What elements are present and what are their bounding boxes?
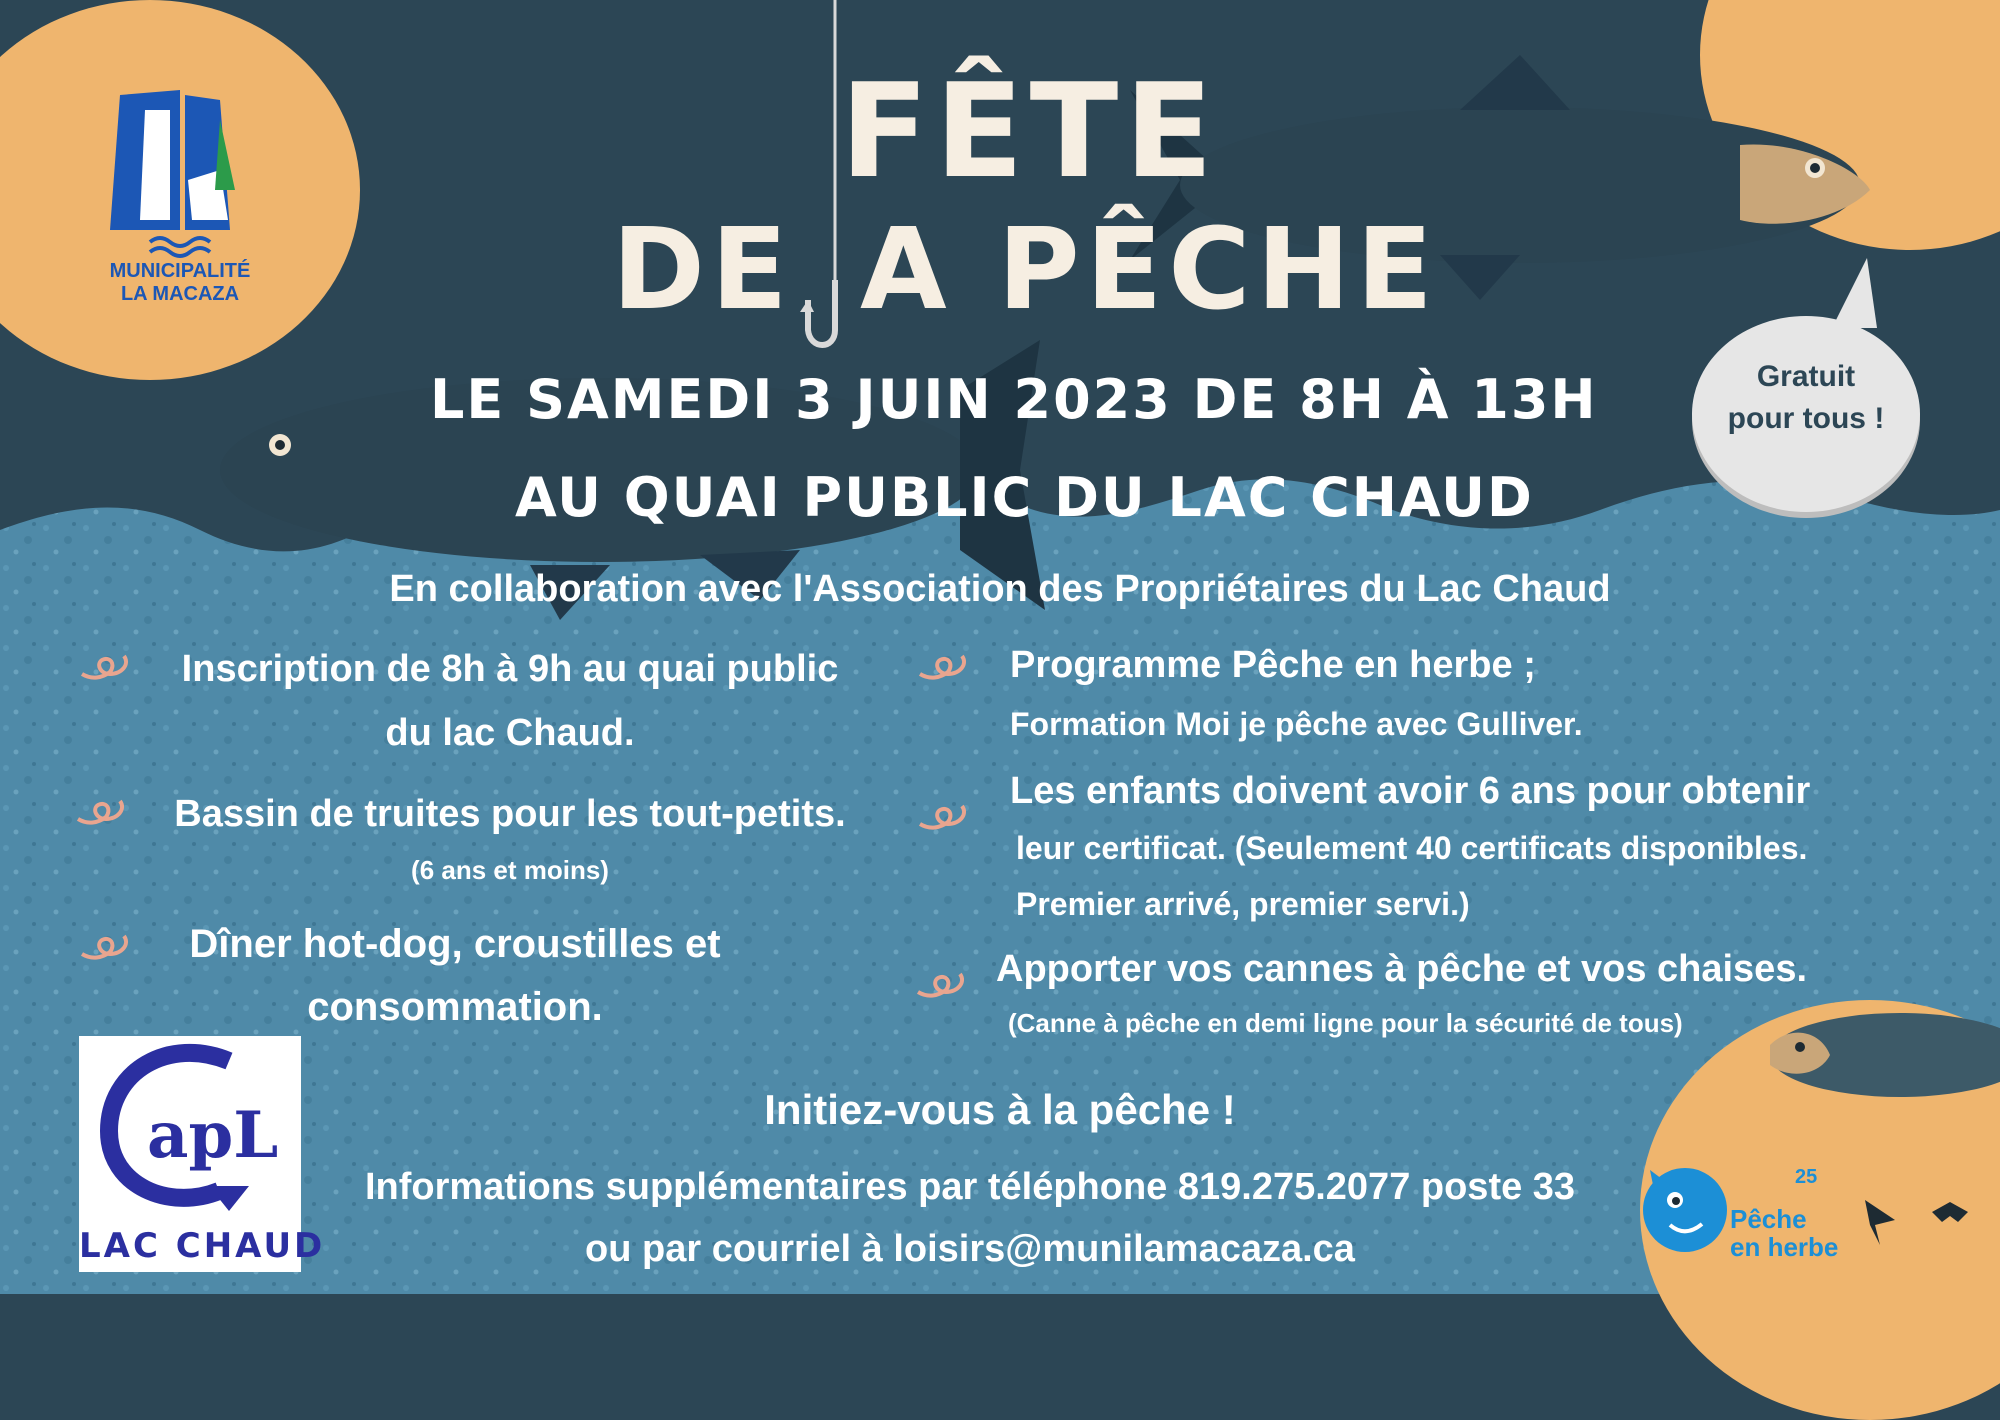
worm-icon (918, 650, 972, 690)
free-badge-line2: pour tous ! (1727, 402, 1885, 435)
worm-icon (76, 795, 130, 835)
bird-logo-icon (1860, 1190, 1900, 1250)
title-line1: FÊTE (840, 55, 1220, 207)
worm-icon (918, 800, 972, 840)
right-item-2-line2: leur certificat. (Seulement 40 certificats disponibles. (1016, 830, 1808, 866)
date-line: LE SAMEDI 3 JUIN 2023 DE 8H À 13H (430, 368, 1598, 431)
right-item-3-line2: (Canne à pêche en demi ligne pour la sécurité de tous) (1008, 1008, 1683, 1038)
apl-logo-sub: LAC CHAUD (79, 1226, 326, 1266)
left-item-2-line1: Bassin de truites pour les tout-petits. (174, 793, 846, 835)
left-item-1-line2: du lac Chaud. (385, 712, 635, 754)
right-item-3-line1: Apporter vos cannes à pêche et vos chaises. (996, 948, 1808, 990)
peche-logo-number: 25 (1795, 1166, 1818, 1188)
info-line2: ou par courriel à loisirs@munilamacaza.ca (585, 1228, 1355, 1270)
worm-icon (80, 650, 134, 690)
municipality-emblem-icon (70, 70, 290, 260)
worm-icon (916, 968, 970, 1008)
fish-bottom-right-icon (1760, 985, 2000, 1115)
municipality-name-line2: LA MACAZA (120, 283, 240, 305)
peche-logo-line2: en herbe (1730, 1232, 1839, 1262)
municipality-name-line1: MUNICIPALITÉ (109, 260, 251, 282)
left-item-2-line2: (6 ans et moins) (411, 855, 609, 885)
apl-logo-name: apL (147, 1098, 279, 1173)
left-item-3-line2: consommation. (307, 985, 603, 1029)
peche-logo-line1: Pêche (1730, 1204, 1807, 1234)
right-item-1-line2: Formation Moi je pêche avec Gulliver. (1010, 706, 1583, 742)
info-line1: Informations supplémentaires par téléphone 819.275.2077 poste 33 (364, 1166, 1576, 1208)
municipality-logo (70, 70, 290, 320)
collaboration-line: En collaboration avec l'Association des Propriétaires du Lac Chaud (389, 568, 1611, 610)
cta-line: Initiez-vous à la pêche ! (764, 1086, 1236, 1133)
peche-en-herbe-logo (1630, 1150, 1990, 1270)
right-item-2-line3: Premier arrivé, premier servi.) (1016, 886, 1470, 922)
left-item-3-line1: Dîner hot-dog, croustilles et (189, 922, 721, 966)
title-line2-left: DE (612, 205, 794, 335)
apl-logo (79, 1036, 326, 1272)
speech-tail-icon (1822, 258, 1882, 328)
free-badge (1692, 316, 1920, 512)
place-line: AU QUAI PUBLIC DU LAC CHAUD (515, 466, 1534, 529)
free-badge-line1: Gratuit (1756, 360, 1856, 393)
right-item-1-line1: Programme Pêche en herbe ; (1010, 644, 1536, 686)
partner-logo-icon (1930, 1200, 1970, 1240)
fish-mascot-icon (1630, 1150, 1740, 1260)
left-item-1-line1: Inscription de 8h à 9h au quai public (181, 648, 839, 690)
right-item-2-line1: Les enfants doivent avoir 6 ans pour obtenir (1010, 770, 1811, 812)
title-line2-right: A PÊCHE (860, 205, 1439, 335)
